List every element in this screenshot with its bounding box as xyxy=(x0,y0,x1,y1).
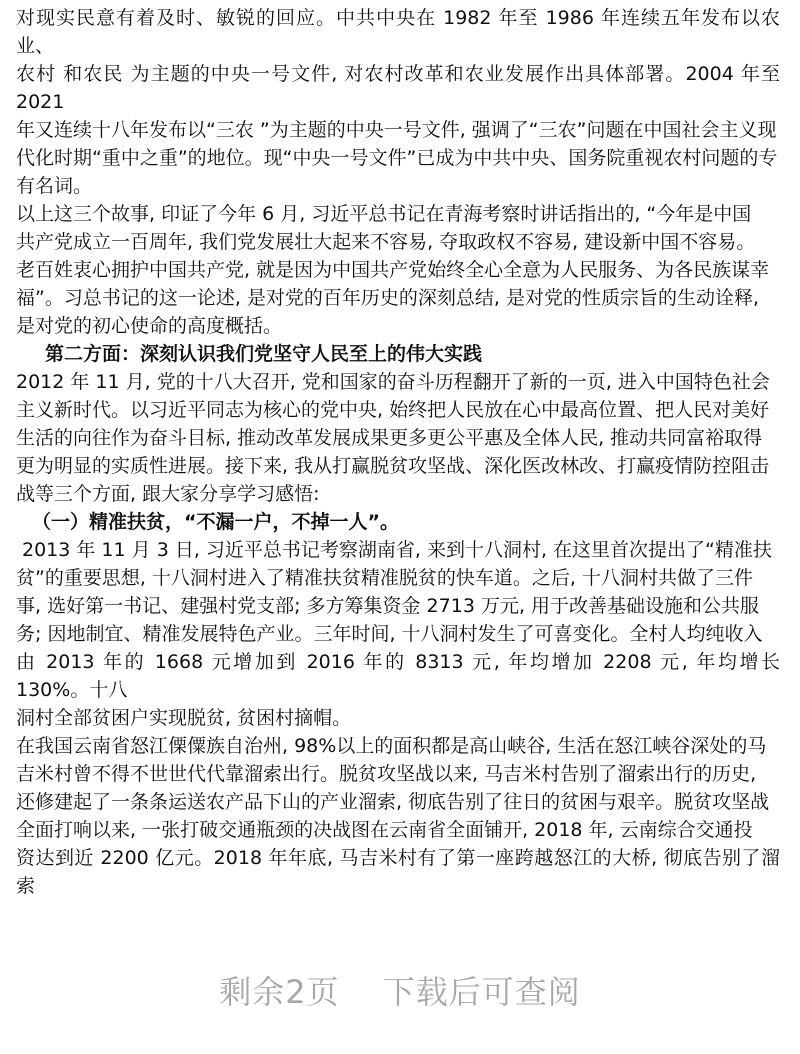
text-line: 老百姓衷心拥护中国共产党, 就是因为中国共产党始终全心全意为人民服务、为各民族谋幸 xyxy=(16,259,770,281)
text-line: 农村 和农民 为主题的中央一号文件, 对农村改革和农业发展作出具体部署。2004 年至 2021 xyxy=(16,63,780,113)
section-heading: 第二方面：深刻认识我们党坚守人民至上的伟大实践 xyxy=(45,343,483,365)
text-line: 还修建起了一条条运送农产品下山的产业溜索, 彻底告别了往日的贫困与艰辛。脱贫攻坚战 xyxy=(16,791,770,813)
text-line: 以上这三个故事, 印证了今年 6 月, 习近平总书记在青海考察时讲话指出的, “今年是中国 xyxy=(16,203,752,225)
text-line: 年又连续十八年发布以“三农 ”为主题的中央一号文件, 强调了“三农”问题在中国社会主义现 xyxy=(16,119,777,141)
text-line: 共产党成立一百周年, 我们党发展壮大起来不容易, 夺取政权不容易, 建设新中国不容易。 xyxy=(16,231,756,253)
text-line: 更为明显的实质性进展。接下来, 我从打赢脱贫攻坚战、深化医改林改、打赢疫情防控阻击 xyxy=(16,455,770,477)
text-line: 有名词。 xyxy=(16,175,93,197)
text-line: 2013 年 11 月 3 日, 习近平总书记考察湖南省, 来到十八洞村, 在这里首次提出了“精准扶 xyxy=(22,539,772,561)
text-line: 福”。习总书记的这一论述, 是对党的百年历史的深刻总结, 是对党的性质宗旨的生动诠释, xyxy=(16,287,760,309)
download-prompt[interactable] xyxy=(0,970,800,1054)
text-line: 由 2013 年的 1668 元增加到 2016 年的 8313 元, 年均增加 2208 元, 年均增长 130%。十八 xyxy=(16,651,780,701)
text-line: 对现实民意有着及时、敏锐的回应。中共中央在 1982 年至 1986 年连续五年发布以农业、 xyxy=(16,7,780,57)
section-heading: （一）精准扶贫，“不漏一户，不掉一人”。 xyxy=(32,511,399,533)
text-line: 在我国云南省怒江傈僳族自治州, 98%以上的面积都是高山峡谷, 生活在怒江峡谷深处的马 xyxy=(16,735,767,757)
text-line: 事, 选好第一书记、建强村党支部; 多方筹集资金 2713 万元, 用于改善基础设施和公共服 xyxy=(16,595,760,617)
remaining-pages-text: 剩余2页 xyxy=(219,973,340,1011)
download-to-view-text[interactable]: 下载后可查阅 xyxy=(382,973,581,1011)
text-line: 战等三个方面, 跟大家分享学习感悟: xyxy=(16,483,320,505)
text-line: 2012 年 11 月, 党的十八大召开, 党和国家的奋斗历程翻开了新的一页, 进入中国特色社会 xyxy=(16,371,770,393)
text-line: 务; 因地制宜、精准发展特色产业。三年时间, 十八洞村发生了可喜变化。全村人均纯收入 xyxy=(16,623,763,645)
text-line: 生活的向往作为奋斗目标, 推动改革发展成果更多更公平惠及全体人民, 推动共同富裕取得 xyxy=(16,427,763,449)
text-line: 是对党的初心使命的高度概括。 xyxy=(16,315,283,337)
text-line: 全面打响以来, 一张打破交通瓶颈的决战图在云南省全面铺开, 2018 年, 云南综合交通投 xyxy=(16,819,753,841)
text-line: 洞村全部贫困户实现脱贫, 贫困村摘帽。 xyxy=(16,707,352,729)
text-line: 资达到近 2200 亿元。2018 年年底, 马吉米村有了第一座跨越怒江的大桥, 彻底告别了溜索 xyxy=(16,847,780,897)
text-line: 吉米村曾不得不世世代代靠溜索出行。脱贫攻坚战以来, 马吉米村告别了溜索出行的历史, xyxy=(16,763,757,785)
text-line: 代化时期“重中之重”的地位。现“中央一号文件”已成为中共中央、国务院重视农村问题的专 xyxy=(16,147,778,169)
text-line: 主义新时代。以习近平同志为核心的党中央, 始终把人民放在心中最高位置、把人民对美好 xyxy=(16,399,770,421)
text-line: 贫”的重要思想, 十八洞村进入了精准扶贫精准脱贫的快车道。之后, 十八洞村共做了三件 xyxy=(16,567,754,589)
document-body xyxy=(16,0,780,900)
